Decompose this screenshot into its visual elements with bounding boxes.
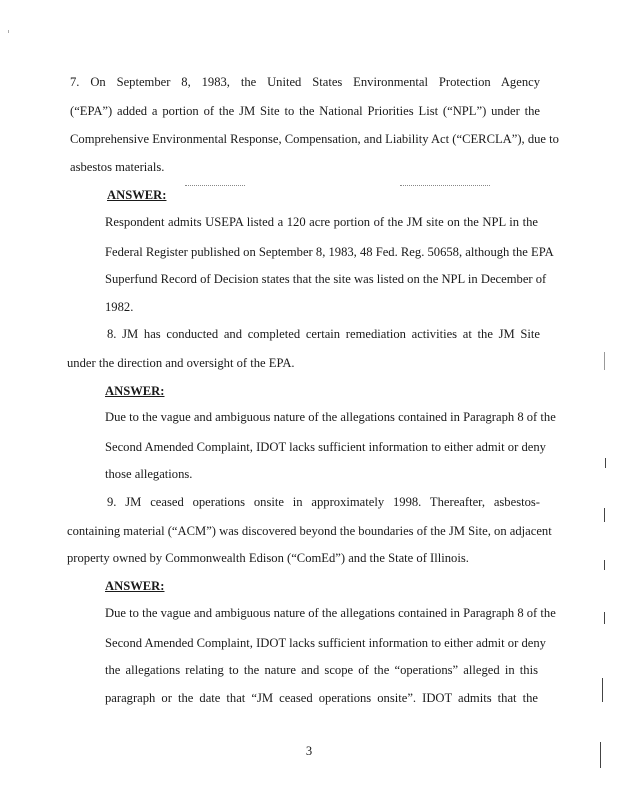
paragraph-7-line-4: asbestos materials. [70,160,165,174]
paragraph-9-line-3: property owned by Commonwealth Edison (“ComEd”) and the State of Illinois. [67,551,469,565]
answer-9-line-2: Second Amended Complaint, IDOT lacks sufficient information to either admit or deny [105,636,546,650]
answer-9-line-3: the allegations relating to the nature and scope of the “operations” alleged in this [105,663,538,677]
answer-8-line-1: Due to the vague and ambiguous nature of the allegations contained in Paragraph 8 of the [105,410,556,424]
answer-7-line-4: 1982. [105,300,134,314]
answer-8-line-2: Second Amended Complaint, IDOT lacks sufficient information to either admit or deny [105,440,546,454]
paragraph-7-line-3: Comprehensive Environmental Response, Compensation, and Liability Act (“CERCLA”), due to [70,132,559,146]
answer-heading-9: ANSWER: [105,579,165,593]
paragraph-7-line-1: 7. On September 8, 1983, the United States Environmental Protection Agency [70,75,540,89]
answer-heading-7: ANSWER: [107,188,167,202]
page-number: 3 [305,744,313,758]
scan-artifact [605,458,606,468]
paragraph-7-line-2: (“EPA”) added a portion of the JM Site to the National Priorities List (“NPL”) under the [70,104,540,118]
answer-7-line-2: Federal Register published on September 8, 1983, 48 Fed. Reg. 50658, although the EPA [105,245,554,259]
scan-artifact [600,742,601,768]
scan-artifact [400,185,490,186]
answer-7-line-3: Superfund Record of Decision states that the site was listed on the NPL in December of [105,272,547,286]
scan-artifact [8,30,9,33]
paragraph-9-line-2: containing material (“ACM”) was discovered beyond the boundaries of the JM Site, on adjacent [67,524,552,538]
scan-artifact [602,678,603,702]
answer-heading-8: ANSWER: [105,384,165,398]
scan-artifact [604,560,605,570]
scan-artifact [604,612,605,624]
answer-8-line-3: those allegations. [105,467,193,481]
answer-7-line-1: Respondent admits USEPA listed a 120 acre portion of the JM site on the NPL in the [105,215,538,229]
paragraph-8-line-1: 8. JM has conducted and completed certain remediation activities at the JM Site [107,327,540,341]
scan-artifact [185,185,245,186]
scan-artifact [604,508,605,522]
answer-9-line-1: Due to the vague and ambiguous nature of the allegations contained in Paragraph 8 of the [105,606,556,620]
paragraph-8-line-2: under the direction and oversight of the EPA. [67,356,295,370]
scan-artifact [604,352,605,370]
paragraph-9-line-1: 9. JM ceased operations onsite in approximately 1998. Thereafter, asbestos- [107,495,540,509]
answer-9-line-4: paragraph or the date that “JM ceased operations onsite”. IDOT admits that the [105,691,538,705]
